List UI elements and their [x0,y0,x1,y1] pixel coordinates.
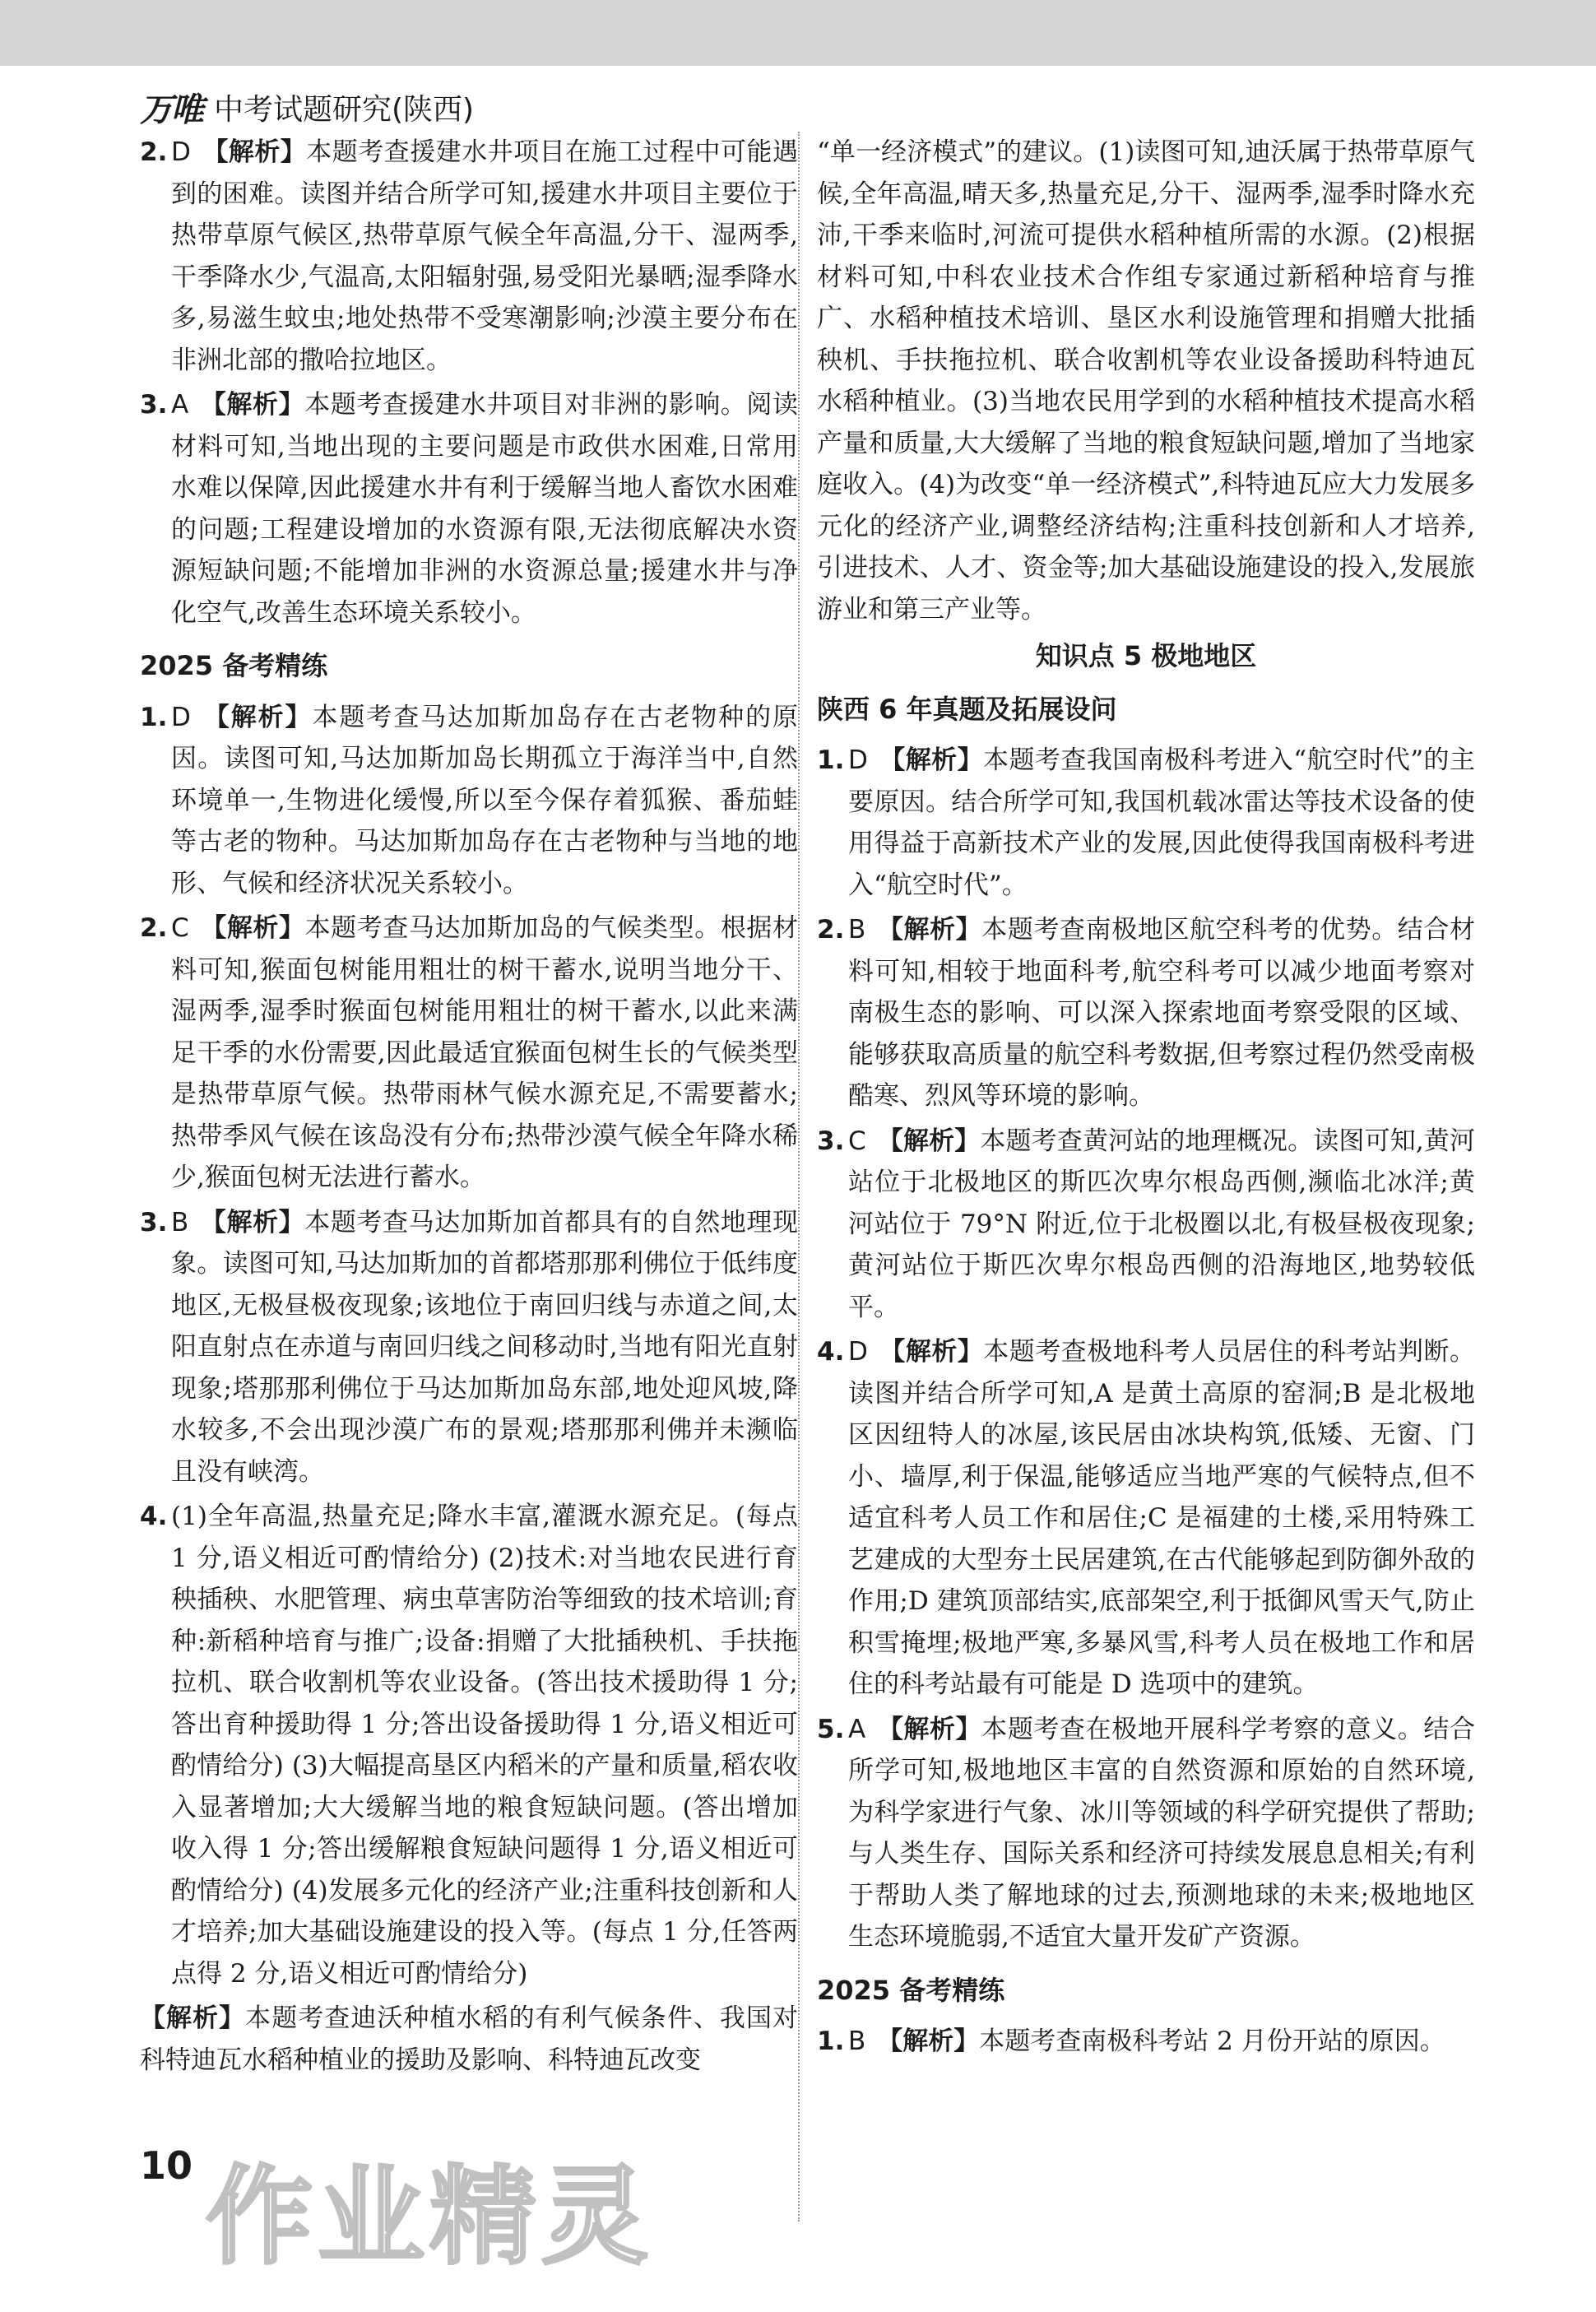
question-number: 3. [817,1126,845,1156]
left-column [140,132,798,2084]
section-heading: 陕西 6 年真题及拓展设问 [817,693,1117,725]
answer-item [817,1331,1475,1706]
answer-text: 本题考查马达加斯加岛的气候类型。根据材料可知,猴面包树能用粗壮的树干蓄水,说明当地分干、湿两季,湿季时猴面包树能用粗壮的树干蓄水,以此来满足干季的水份需要,因此最适宜猴面包树生长的气候类型是热带草原气候。热带雨林气候水源充足,不需要蓄水;热带季风气候在该岛没有分布;热带沙漠气候全年降水稀少,猴面包树无法进行蓄水。 [171,913,799,1192]
answer-text: 本题考查马达加斯加首都具有的自然地理现象。读图可知,马达加斯加的首都塔那那利佛位于低纬度地区,无极昼极夜现象;该地位于南回归线与赤道之间,太阳直射点在赤道与南回归线之间移动时,当地有阳光直射现象;塔那那利佛位于马达加斯加岛东部,地处迎风坡,降水较多,不会出现沙漠广布的景观;塔那那利佛并未濒临且没有峡湾。 [171,1207,798,1487]
answer-item [140,1496,798,1994]
paragraph-text: 本题考查迪沃种植水稻的有利气候条件、我国对科特迪瓦水稻种植业的援助及影响、科特迪瓦改变 [140,2003,799,2075]
analysis-tag: 【解析】 [879,745,984,775]
section-heading: 2025 备考精练 [140,650,328,681]
question-number: 2. [140,137,168,167]
question-number: 2. [140,913,168,943]
analysis-tag: 【解析】 [877,915,982,945]
answer-item [817,1709,1475,1958]
answer-body [848,1331,1475,1706]
watermark: 作业精灵 [206,2154,654,2279]
answer-choice: D [171,702,191,732]
answer-choice: B [848,2026,866,2056]
analysis-tag: 【解析】 [879,1337,984,1367]
answer-body [171,132,798,381]
book-title: 中考试题研究(陕西) [214,92,475,127]
answer-body [171,697,798,905]
section-heading: 知识点 5 极地地区 [1035,640,1257,671]
page-number: 10 [140,2143,193,2188]
answer-item [140,132,798,381]
paragraph-text: “单一经济模式”的建议。(1)读图可知,迪沃属于热带草原气候,全年高温,晴天多,热量充足,分干、湿两季,湿季时降水充沛,干季来临时,河流可提供水稻种植所需的水源。(2)根据材料可知,中科农业技术合作组专家通过新稻种培育与推广、水稻种植技术培训、垦区水利设施管理和捐赠大批插秧机、手扶拖拉机、联合收割机等农业设备援助科特迪瓦水稻种植业。(3)当地农民用学到的水稻种植技术提高水稻产量和质量,大大缓解了当地的粮食短缺问题,增加了当地家庭收入。(4)为改变“单一经济模式”,科特迪瓦应大力发展多元化的经济产业,调整经济结构;注重科技创新和人才培养,引进技术、人才、资金等;加大基础设施建设的投入,发展旅游业和第三产业等。 [817,137,1475,624]
answer-body [171,1202,798,1493]
analysis-tag: 【解析】 [877,1126,981,1156]
answer-text: 本题考查南极科考站 2 月份开站的原因。 [979,2026,1445,2056]
column-divider [798,132,800,2221]
question-number: 4. [140,1502,168,1531]
answer-item [817,909,1475,1117]
answer-body [848,740,1475,906]
answer-item [140,384,798,634]
answer-item [817,740,1475,906]
analysis-tag: 【解析】 [877,2026,980,2056]
paragraph [817,132,1475,630]
answer-text: 本题考查在极地开展科学考察的意义。结合所学可知,极地地区丰富的自然资源和原始的自然环境,为科学家进行气象、冰川等领域的科学研究提供了帮助;与人类生存、国际关系和经济可持续发展息息相关;有利于帮助人类了解地球的过去,预测地球的未来;极地地区生态环境脆弱,不适宜大量开发矿产资源。 [848,1714,1476,1952]
analysis-tag: 【解析】 [200,913,305,943]
question-number: 1. [817,2026,845,2056]
answer-body [171,908,798,1199]
answer-choice: D [848,1337,868,1367]
answer-body [171,384,798,634]
answer-text: 本题考查黄河站的地理概况。读图可知,黄河站位于北极地区的斯匹次卑尔根岛西侧,濒临北冰洋;黄河站位于 79°N 附近,位于北极圈以北,有极昼极夜现象;黄河站位于斯匹次卑尔根岛西侧的沿海地区,地势较低平。 [848,1126,1476,1322]
answer-choice: A [848,1714,866,1744]
answer-item [140,1202,798,1493]
answer-body [848,909,1475,1117]
analysis-tag: 【解析】 [200,390,305,420]
question-number: 5. [817,1714,845,1744]
answer-choice: B [171,1207,189,1237]
question-number: 4. [817,1337,845,1367]
answer-text: 本题考查援建水井项目在施工过程中可能遇到的困难。读图并结合所学可知,援建水井项目主要位于热带草原气候区,热带草原气候全年高温,分干、湿两季,干季降水少,气温高,太阳辐射强,易受阳光暴晒;湿季降水多,易滋生蚊虫;地处热带不受寒潮影响;沙漠主要分布在非洲北部的撒哈拉地区。 [171,137,799,375]
answer-choice: D [848,745,868,775]
answer-choice: C [171,913,189,943]
answer-body [848,1709,1475,1958]
question-number: 2. [817,915,845,945]
answer-item [140,908,798,1199]
answer-item [140,697,798,905]
answer-text: 本题考查马达加斯加岛存在古老物种的原因。读图可知,马达加斯加岛长期孤立于海洋当中,自然环境单一,生物进化缓慢,所以至今保存着狐猴、番茄蛙等古老的物种。马达加斯加岛存在古老物种与当地的地形、气候和经济状况关系较小。 [171,702,799,898]
page-header [140,82,474,132]
section-heading: 2025 备考精练 [817,1974,1005,2006]
answer-body [171,1496,798,1994]
right-column [817,132,1475,2066]
answer-text: 本题考查我国南极科考进入“航空时代”的主要原因。结合所学可知,我国机载冰雷达等技术设备的使用得益于高新技术产业的发展,因此使得我国南极科考进入“航空时代”。 [848,745,1475,900]
analysis-tag: 【解析】 [202,137,307,167]
answer-text: 本题考查南极地区航空科考的优势。结合材料可知,相较于地面科考,航空科考可以减少地面考察对南极生态的影响、可以深入探索地面考察受限的区域、能够获取高质量的航空科考数据,但考察过程仍然受南极酷寒、烈风等环境的影响。 [848,915,1475,1111]
answer-item [817,1121,1475,1329]
answer-choice: D [171,137,191,167]
question-number: 1. [140,702,168,732]
answer-item [817,2021,1475,2063]
answer-choice: A [171,390,189,420]
answer-text: (1)全年高温,热量充足;降水丰富,灌溉水源充足。(每点 1 分,语义相近可酌情给分) (2)技术:对当地农民进行育秧插秧、水肥管理、病虫草害防治等细致的技术培训;育种:新稻种培育与推广;设备:捐赠了大批插秧机、手扶拖拉机、联合收割机等农业设备。(答出技术援助得 1 分;答出育种援助得 1 分;答出设备援助得 1 分,语义相近可酌情给分) (3)大幅提高垦区内稻米的产量和质量,稻农收入显著增加;大大缓解当地的粮食短缺问题。(答出增加收入得 1 分;答出缓解粮食短缺问题得 1 分,语义相近可酌情给分) (4)发展多元化的经济产业;注重科技创新和人才培养;加大基础设施建设的投入等。(每点 1 分,任答两点得 2 分,语义相近可酌情给分) [171,1502,798,1989]
question-number: 3. [140,390,168,420]
answer-choice: B [848,915,866,945]
analysis-tag: 【解析】 [140,2003,246,2033]
analysis-tag: 【解析】 [877,1714,982,1744]
brand-logo: 万唯 [140,91,202,129]
question-number: 3. [140,1207,168,1237]
question-number: 1. [817,745,845,775]
analysis-tag: 【解析】 [200,1207,305,1237]
analysis-tag: 【解析】 [202,702,313,732]
answer-text: 本题考查援建水井项目对非洲的影响。阅读材料可知,当地出现的主要问题是市政供水困难,日常用水难以保障,因此援建水井有利于缓解当地人畜饮水困难的问题;工程建设增加的水资源有限,无法彻底解决水资源短缺问题;不能增加非洲的水资源总量;援建水井与净化空气,改善生态环境关系较小。 [171,390,799,628]
answer-body [848,2021,1475,2063]
answer-choice: C [848,1126,866,1156]
answer-text: 本题考查极地科考人员居住的科考站判断。读图并结合所学可知,A 是黄土高原的窑洞;B 是北极地区因纽特人的冰屋,该民居由冰块构筑,低矮、无窗、门小、墙厚,利于保温,能够适应当地严寒的气候特点,但不适宜科考人员工作和居住;C 是福建的土楼,采用特殊工艺建成的大型夯土民居建筑,在古代能够起到防御外敌的作用;D 建筑顶部结实,底部架空,利于抵御风雪天气,防止积雪掩埋;极地严寒,多暴风雪,科考人员在极地工作和居住的科考站最有可能是 D 选项中的建筑。 [848,1337,1476,1699]
paragraph [140,1998,798,2081]
answer-body [848,1121,1475,1329]
